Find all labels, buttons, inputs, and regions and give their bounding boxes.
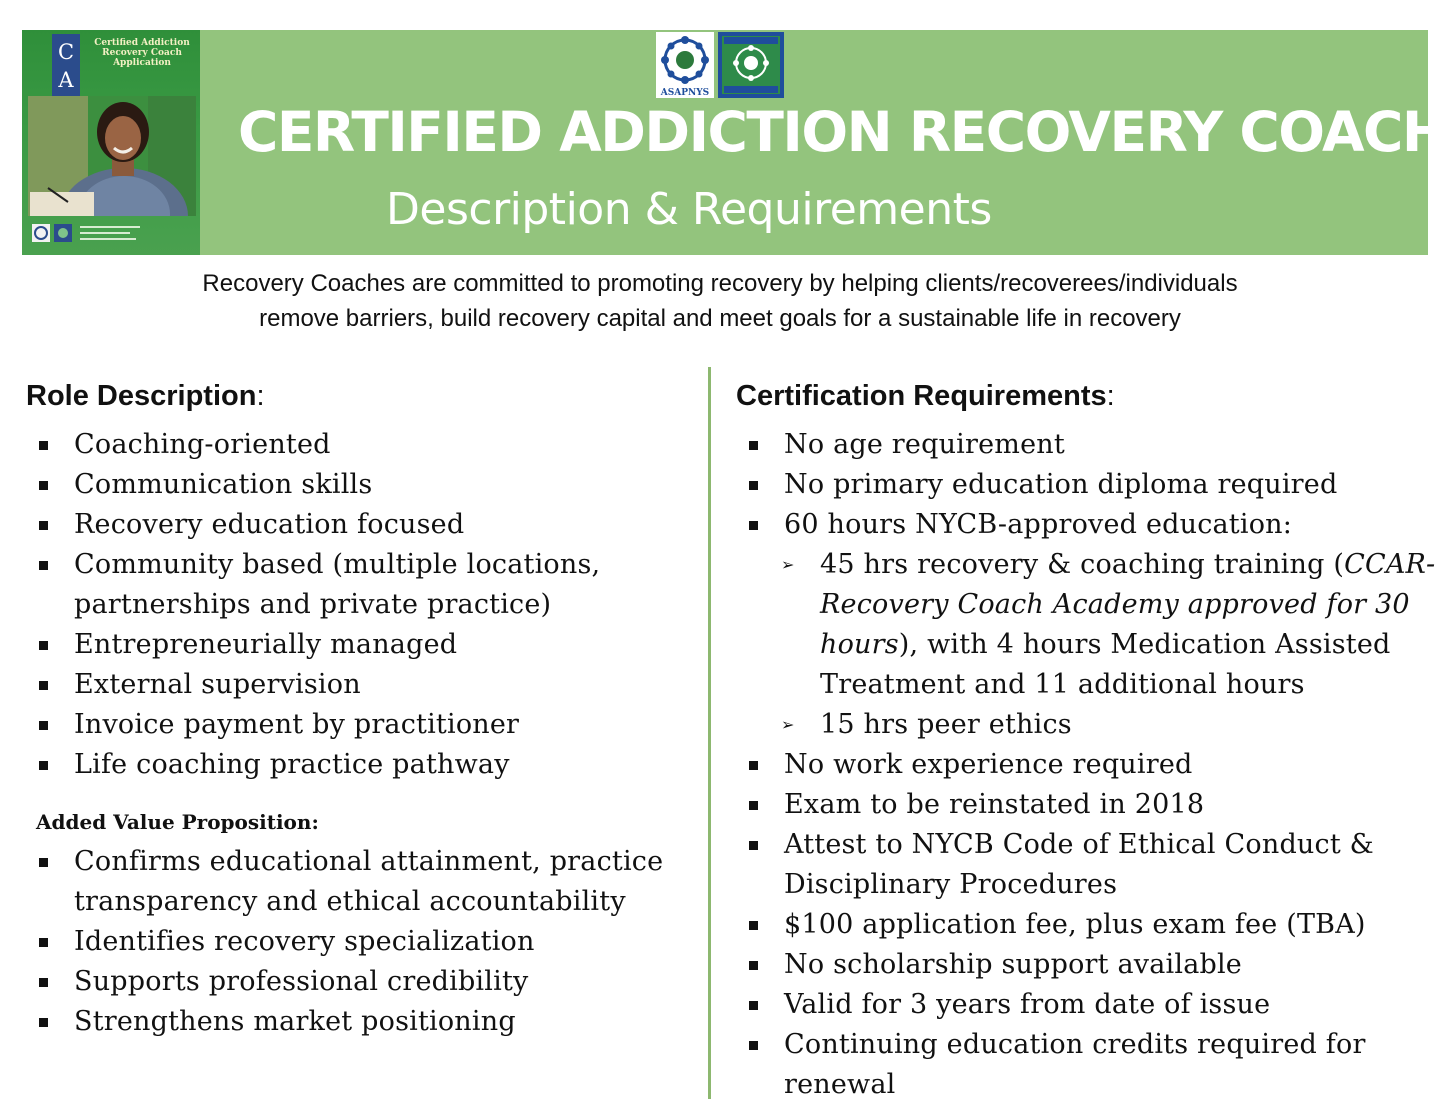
added-value-list <box>26 842 698 1042</box>
cover-letter: A <box>58 68 74 92</box>
role-description-heading: Role Description: <box>26 380 265 412</box>
list-item-text: 60 hours NYCB-approved education: <box>784 509 1293 540</box>
list-item: Exam to be reinstated in 2018 <box>736 785 1436 825</box>
education-sublist <box>784 545 1436 745</box>
intro-line: Recovery Coaches are committed to promoting recovery by helping clients/recoverees/individuals <box>202 270 1238 297</box>
list-item: Coaching-oriented <box>26 425 698 465</box>
intro-statement <box>40 266 1400 336</box>
list-item: Attest to NYCB Code of Ethical Conduct & Disciplinary Procedures <box>736 825 1436 905</box>
cover-mini-logos <box>30 220 194 252</box>
cover-letter: C <box>57 40 75 64</box>
certification-requirements-list <box>736 425 1436 1099</box>
list-item <box>736 505 1436 745</box>
certification-requirements-heading: Certification Requirements: <box>736 380 1115 412</box>
svg-text:ASAPNYS: ASAPNYS <box>660 88 710 98</box>
list-item: Valid for 3 years from date of issue <box>736 985 1436 1025</box>
list-item: Life coaching practice pathway <box>26 745 698 785</box>
list-item: External supervision <box>26 665 698 705</box>
list-item: Confirms educational attainment, practice transparency and ethical accountability <box>26 842 698 922</box>
list-item: No primary education diploma required <box>736 465 1436 505</box>
list-item: $100 application fee, plus exam fee (TBA) <box>736 905 1436 945</box>
list-item: No work experience required <box>736 745 1436 785</box>
list-item: No age requirement <box>736 425 1436 465</box>
cover-title: Certified Addiction Recovery Coach Application <box>94 38 190 68</box>
list-item: No scholarship support available <box>736 945 1436 985</box>
list-item: Supports professional credibility <box>26 962 698 1002</box>
asapnys-logo-icon <box>656 32 714 98</box>
list-item: Communication skills <box>26 465 698 505</box>
list-item: Recovery education focused <box>26 505 698 545</box>
coach-portrait-photo <box>28 96 196 216</box>
brochure-cover-image <box>22 30 200 255</box>
list-item: Identifies recovery specialization <box>26 922 698 962</box>
column-divider <box>708 367 711 1099</box>
list-item: Entrepreneurially managed <box>26 625 698 665</box>
sublist-item: ➢ 15 hrs peer ethics <box>784 705 1436 745</box>
page-title: CERTIFIED ADDICTION RECOVERY COACH <box>238 100 1447 164</box>
sublist-item: ➢ 45 hrs recovery & coaching training (CCAR-Recovery Coach Academy approved for 30 hours), with 4 hours Medication Assisted Treatment and 11 additional hours <box>784 545 1436 705</box>
added-value-heading: Added Value Proposition: <box>36 810 319 834</box>
ccar-approval-note: CCAR-Recovery Coach Academy approved for 30 hours <box>820 549 1436 660</box>
list-item: Invoice payment by practitioner <box>26 705 698 745</box>
intro-line: remove barriers, build recovery capital and meet goals for a sustainable life in recovery <box>259 305 1181 332</box>
list-item: Community based (multiple locations, partnerships and private practice) <box>26 545 698 625</box>
page-subtitle: Description & Requirements <box>386 184 992 235</box>
list-item: Strengthens market positioning <box>26 1002 698 1042</box>
certification-requirements-section <box>736 374 1436 1099</box>
role-description-section <box>26 374 698 1042</box>
partner-logos <box>656 32 784 98</box>
role-description-list <box>26 425 698 785</box>
list-item: Continuing education credits required for renewal <box>736 1025 1436 1099</box>
nycb-logo-icon <box>718 32 784 98</box>
